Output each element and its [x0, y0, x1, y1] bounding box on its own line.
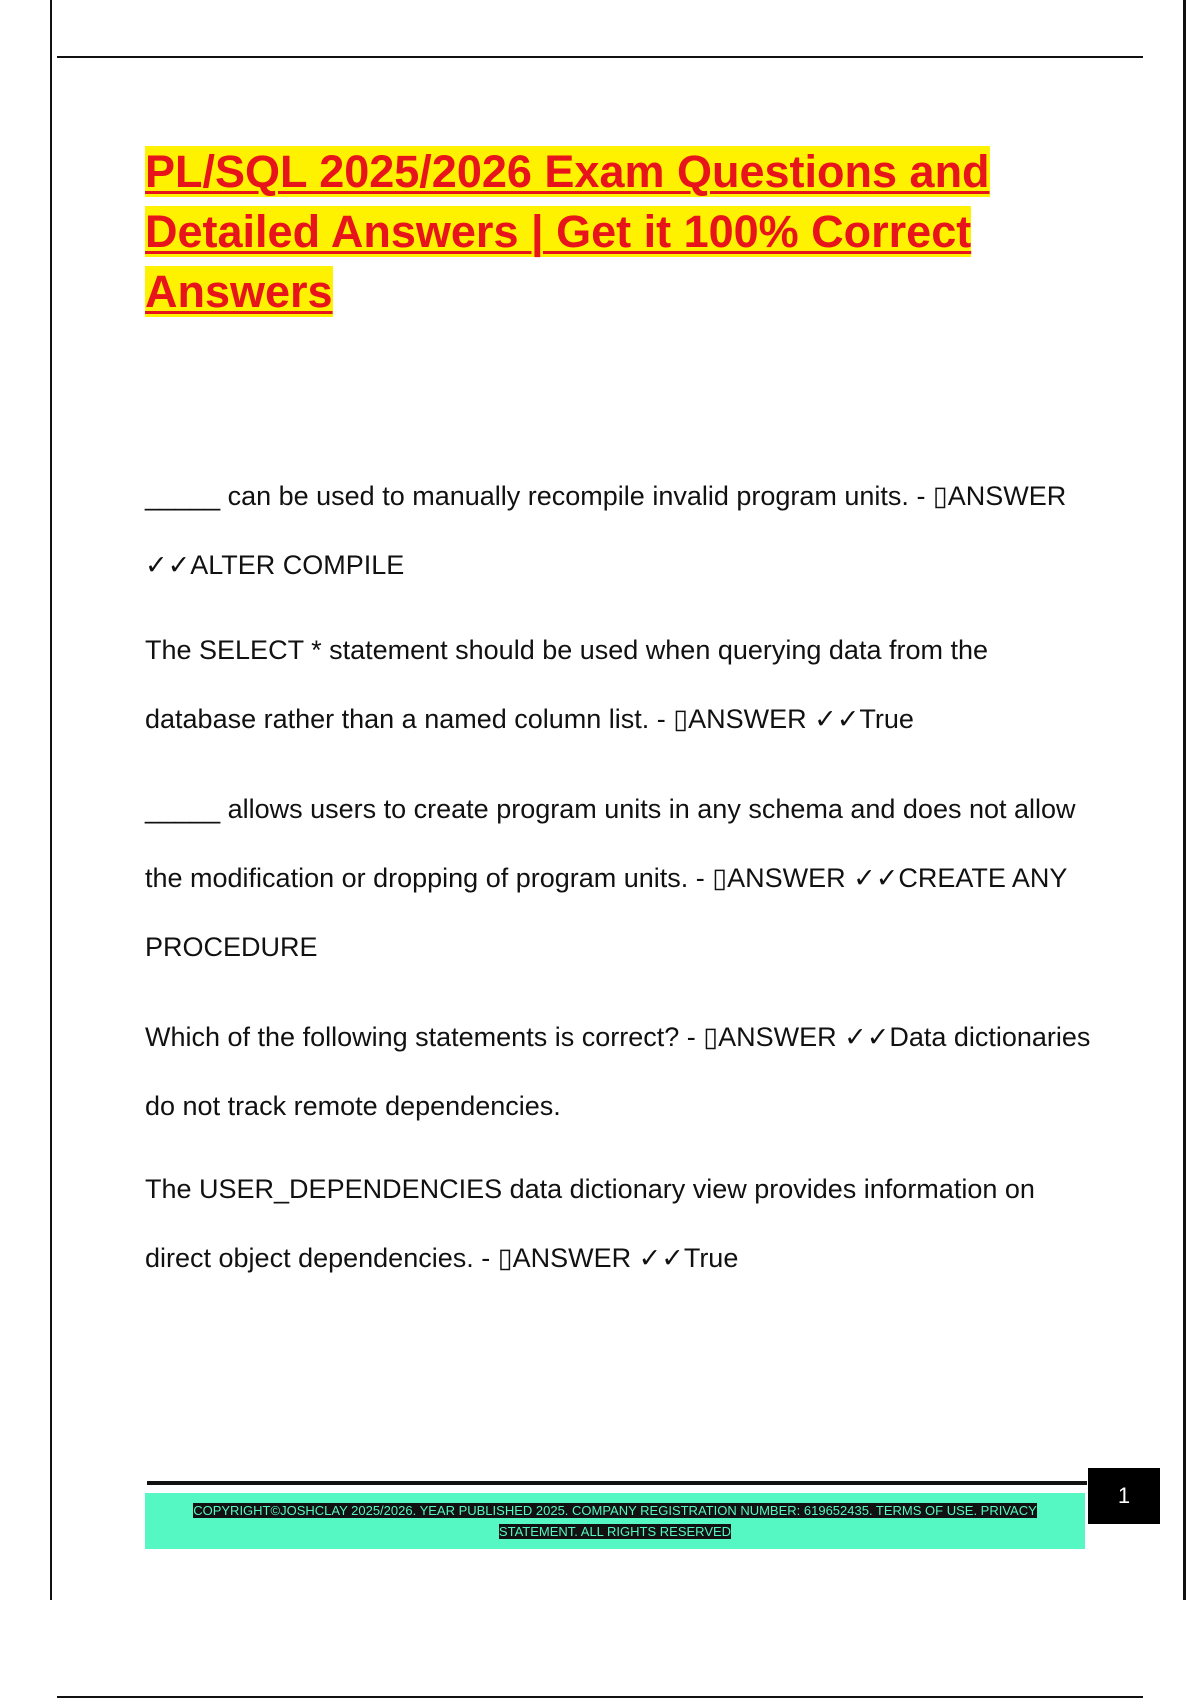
footer-copyright	[175, 1500, 1055, 1542]
footer-divider	[147, 1481, 1087, 1485]
top-divider	[57, 56, 1143, 58]
footer-copyright-text: COPYRIGHT©JOSHCLAY 2025/2026. YEAR PUBLISHED 2025. COMPANY REGISTRATION NUMBER: 619652435. TERMS OF USE. PRIVACY STATEMENT. ALL RIGHTS RESERVED	[193, 1503, 1037, 1539]
page-frame-right-border	[1183, 0, 1186, 1600]
qa-item: The USER_DEPENDENCIES data dictionary view provides information on direct object dependencies. - ▯ANSWER ✓✓True	[145, 1174, 1035, 1273]
page-frame-left-border	[50, 0, 52, 1600]
document-title	[145, 142, 1085, 322]
qa-item: The SELECT * statement should be used when querying data from the database rather than a named column list. - ▯ANSWER ✓✓True	[145, 635, 988, 734]
document-title-text: PL/SQL 2025/2026 Exam Questions and Detailed Answers | Get it 100% Correct Answers	[145, 146, 990, 317]
bottom-divider	[57, 1696, 1143, 1698]
qa-item: _____ can be used to manually recompile invalid program units. - ▯ANSWER ✓✓ALTER COMPILE	[145, 481, 1067, 580]
qa-item: _____ allows users to create program units in any schema and does not allow the modification or dropping of program units. - ▯ANSWER ✓✓CREATE ANY PROCEDURE	[145, 794, 1076, 962]
page-number: 1	[1088, 1468, 1160, 1524]
qa-item: Which of the following statements is correct? - ▯ANSWER ✓✓Data dictionaries do not track remote dependencies.	[145, 1022, 1091, 1121]
